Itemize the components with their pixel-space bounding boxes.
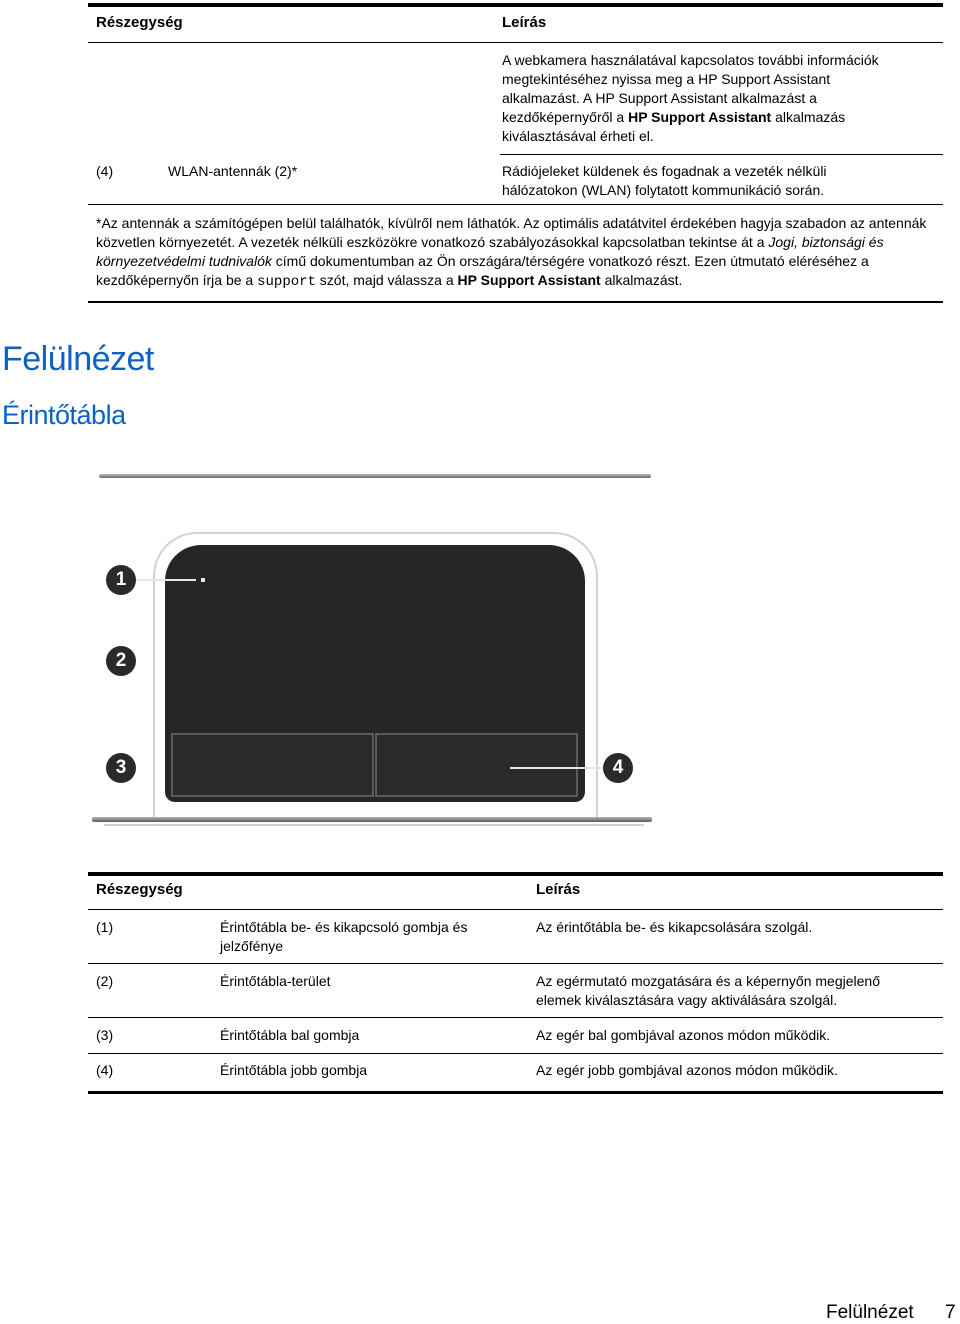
subsection-heading: Érintőtábla: [2, 400, 126, 430]
table1-wlan-number: (4): [96, 163, 114, 179]
table2-row1-name: Érintőtábla be- és kikapcsoló gombja és jelzőfénye: [220, 919, 468, 954]
footer-section-name: Felülnézet: [826, 1302, 914, 1323]
table1-header-rule: [88, 42, 943, 43]
chassis-front-edge: [92, 817, 652, 822]
table1-header-component: Részegység: [96, 14, 183, 31]
support-keyword: support: [257, 274, 316, 290]
table2-row3-description: Az egér bal gombjával azonos módon működik.: [536, 1027, 831, 1043]
footer-page-number: 7: [945, 1302, 956, 1323]
callout-2: 2: [106, 646, 136, 676]
table2-row1-number: (1): [96, 919, 114, 935]
table2-row4-description: Az egér jobb gombjával azonos módon működik.: [536, 1062, 838, 1078]
table2-row-rule: [88, 963, 943, 964]
callout-3: 3: [106, 753, 136, 783]
callout-4: 4: [603, 753, 633, 783]
callout-1-leader: [136, 579, 196, 581]
table2-row2-description: Az egérmutató mozgatására és a képernyőn megjelenő elemek kiválasztására vagy aktiválására szolgál.: [536, 973, 880, 1008]
table2-row1-description: Az érintőtábla be- és kikapcsolására szolgál.: [536, 919, 813, 935]
table1-webcam-description: A webkamera használatával kapcsolatos további információk megtekintéséhez nyissa meg a HP Support Assistant alkalmazást. A HP Support Assistant alkalmazást a kezdőképernyőről a HP Support Assistant alkalmazás kiválasztásával érheti el.: [502, 52, 879, 144]
keyboard-edge-line: [99, 474, 651, 478]
table1-wlan-description: Rádiójeleket küldenek és fogadnak a vezeték nélküli hálózatokon (WLAN) folytatott kommunikáció során.: [502, 163, 827, 198]
hp-support-assistant-ref: HP Support Assistant: [457, 272, 601, 288]
table1-row-rule: [500, 154, 943, 155]
callout-1: 1: [106, 565, 136, 595]
table2-header-description: Leírás: [536, 881, 581, 898]
table1-top-rule: [88, 3, 943, 7]
table2-row3-name: Érintőtábla bal gombja: [220, 1027, 360, 1043]
table2-row2-number: (2): [96, 973, 114, 989]
hp-support-assistant-ref: HP Support Assistant: [628, 109, 772, 125]
antenna-note: *Az antennák a számítógépen belül találhatók, kívülről nem láthatók. Az optimális adatátvitel érdekében hagyja szabadon az antennák közvetlen környezetét. A vezeték nélküli eszközökre vonatkozó szabályozásokkal kapcsolatban tekintse át a Jogi, biztonsági és környezetvédelmi tudnivalók című dokumentumban az Ön országára/térségére vonatkozó részt. Ezen útmutató eléréséhez a kezdőképernyőn írja be a support szót, majd válassza a HP Support Assistant alkalmazást.: [96, 215, 927, 290]
table2-row-rule: [88, 1017, 943, 1018]
table2-row3-number: (3): [96, 1027, 114, 1043]
touchpad-left-button: [171, 733, 374, 797]
table2-header-rule: [88, 909, 943, 910]
table1-header-description: Leírás: [502, 14, 547, 31]
chassis-front-shadow: [104, 824, 644, 826]
table1-wlan-name: WLAN-antennák (2)*: [168, 163, 298, 179]
callout-4-leader: [510, 767, 604, 769]
table1-bottom-rule: [88, 301, 943, 303]
table2-bottom-rule: [88, 1091, 943, 1094]
table2-row4-name: Érintőtábla jobb gombja: [220, 1062, 368, 1078]
table2-row-rule: [88, 1053, 943, 1054]
touchpad-led-indicator: [201, 578, 205, 582]
table2-row2-name: Érintőtábla-terület: [220, 973, 331, 989]
table1-note-rule: [88, 204, 943, 205]
table2-header-component: Részegység: [96, 881, 183, 898]
table2-row4-number: (4): [96, 1062, 114, 1078]
section-heading: Felülnézet: [2, 340, 154, 378]
legal-doc-title: Jogi, biztonsági és környezetvédelmi tudnivalók: [96, 234, 884, 269]
touchpad-right-button: [375, 733, 578, 797]
table2-top-rule: [88, 872, 943, 876]
